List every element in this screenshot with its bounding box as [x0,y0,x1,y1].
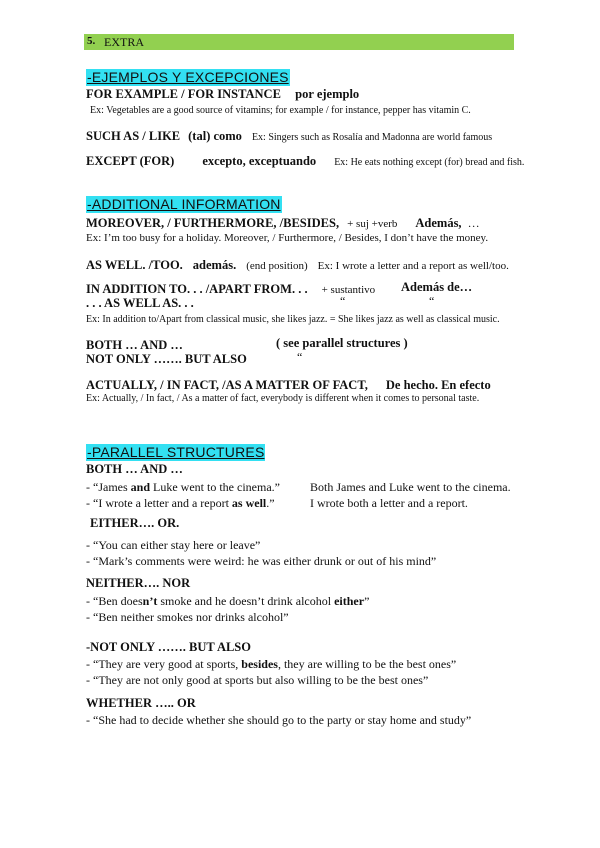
parallel-neither-title: NEITHER…. NOR [86,576,191,590]
for-example-translation: por ejemplo [295,87,360,101]
moreover-note: + suj +verb [347,218,398,230]
section-number: 5. [87,35,96,47]
parallel-whether-example: - “She had to decide whether she should go to the party or stay home and study” [86,713,472,727]
actually-term: ACTUALLY, / IN FACT, /AS A MATTER OF FACT, [86,378,368,392]
such-as-translation: (tal) como [188,129,242,143]
parallel-whether-title: WHETHER ….. OR [86,696,196,710]
parallel-both-example-2: - “I wrote a letter and a report as well.” [86,496,275,510]
inaddition-note: + sustantivo [321,284,376,296]
parallel-notonly-example-1: - “They are very good at sports, besides, they are willing to be the best ones” [86,657,457,671]
parallel-either-title: EITHER…. OR. [90,516,180,530]
for-example-term: FOR EXAMPLE / FOR INSTANCE [86,87,281,101]
actually-example: Ex: Actually, / In fact, / As a matter of fact, everybody is different when it comes to personal taste. [86,393,480,404]
actually-translation: De hecho. En efecto [385,378,491,392]
aswellas-line: . . . AS WELL AS. . . [86,296,194,310]
moreover-translation: Además, [415,216,462,230]
heading-additional: -ADDITIONAL INFORMATION [87,196,281,212]
ditto-mark: “ [297,350,303,364]
except-term: EXCEPT (FOR) [86,154,175,168]
parallel-both-rewrite-2: I wrote both a letter and a report. [310,496,468,510]
moreover-ellipsis: … [467,216,480,230]
notonly-line: NOT ONLY ……. BUT ALSO [86,352,247,366]
moreover-term: MOREOVER, / FURTHERMORE, /BESIDES, [86,216,340,230]
parallel-both-title: BOTH … AND … [86,462,183,476]
parallel-notonly-title: -NOT ONLY ……. BUT ALSO [86,640,251,654]
aswell-note: (end position) [246,260,308,272]
section-bar [84,34,514,50]
heading-parallel: -PARALLEL STRUCTURES [87,444,265,460]
aswell-translation: además. [192,258,237,272]
parallel-either-example-2: - “Mark’s comments were weird: he was either drunk or out of his mind” [86,554,437,568]
for-example-line [86,87,359,102]
inaddition-example: Ex: In addition to/Apart from classical music, she likes jazz. = She likes jazz as well as classical music. [86,314,500,325]
inaddition-term: IN ADDITION TO. . . /APART FROM. . . [86,282,308,296]
ditto-mark: “ [429,294,435,308]
parallel-both-rewrite-1: Both James and Luke went to the cinema. [310,480,511,494]
except-line [86,152,524,170]
aswell-example: Ex: I wrote a letter and a report as well/too. [317,260,509,272]
actually-line [86,376,491,394]
section-title: EXTRA [104,35,144,49]
except-translation: excepto, exceptuando [202,154,317,168]
parallel-neither-example-1: - “Ben doesn’t smoke and he doesn’t drink alcohol either” [86,594,370,608]
moreover-example: Ex: I’m too busy for a holiday. Moreover, / Furthermore, / Besides, I don’t have the money. [86,232,489,244]
except-example: Ex: He eats nothing except (for) bread and fish. [334,157,525,168]
such-as-term: SUCH AS / LIKE [86,129,181,143]
parallel-neither-example-2: - “Ben neither smokes nor drinks alcohol” [86,610,289,624]
ditto-mark: “ [340,294,346,308]
aswell-term: AS WELL. /TOO. [86,258,183,272]
aswell-line [86,256,509,274]
parallel-notonly-example-2: - “They are not only good at sports but also willing to be the best ones” [86,673,429,687]
parallel-either-example-1: - “You can either stay here or leave” [86,538,261,552]
both-note: ( see parallel structures ) [276,336,408,350]
both-term: BOTH … AND … [86,338,183,352]
heading-ejemplos: -EJEMPLOS Y EXCEPCIONES [87,69,289,85]
inaddition-translation: Además de… [401,280,473,294]
such-as-line [86,127,492,145]
for-example-example: Ex: Vegetables are a good source of vitamins; for example / for instance, pepper has vitamin C. [90,105,471,116]
parallel-both-example-1: - “James and Luke went to the cinema.” [86,480,280,494]
moreover-line [86,214,480,232]
such-as-example: Ex: Singers such as Rosalía and Madonna are world famous [251,132,493,143]
